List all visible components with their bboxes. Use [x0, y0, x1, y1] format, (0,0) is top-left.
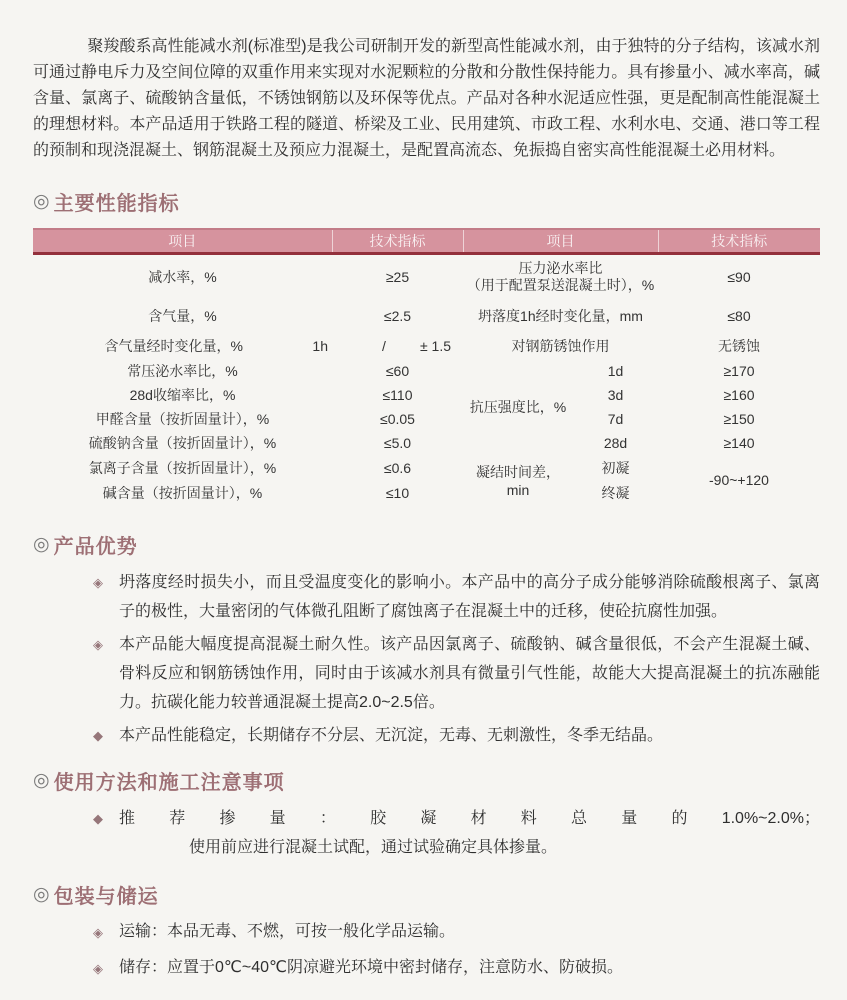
advantages-list	[33, 568, 820, 750]
item-label-setting: 凝结时间差，min	[476, 464, 560, 498]
table-row	[33, 253, 820, 299]
intro-paragraph: 聚羧酸系高性能减水剂(标准型)是我公司研制开发的新型高性能减水剂，由于独特的分子结构，该减水剂可通过静电斥力及空间位障的双重作用来实现对水泥颗粒的分散和分散性保持能力。具有掺量小、减水率高，碱含量、氯离子、硫酸钠含量低，不锈蚀钢筋以及环保等优点。产品对各种水泥适应性强，更是配制高性能混凝土的理想材料。本产品适用于铁路工程的隧道、桥梁及工业、民用建筑、市政工程、水利水电、交通、港口等工程的预制和现浇混凝土、钢筋混凝土及预应力混凝土，是配置高流态、免振捣自密实高性能混凝土必用材料。	[33, 38, 820, 159]
item-label-line1: 压力泌水率比	[518, 259, 603, 276]
table-row	[33, 299, 820, 332]
section-marker-icon: ◎	[33, 534, 51, 555]
section-title: 使用方法和施工注意事项	[53, 772, 285, 794]
table-row	[33, 359, 820, 383]
item-label-text: 含气量经时变化量，%	[104, 337, 243, 354]
item-label	[463, 253, 658, 299]
item-sub-slash: /	[382, 337, 386, 354]
list-item-text: 本产品性能稳定，长期储存不分层、无沉淀，无毒、无刺激性，冬季无结晶。	[119, 727, 664, 744]
item-value: ≥150	[723, 411, 755, 427]
header-cell-spec-left: 技术指标	[332, 229, 463, 253]
diamond-bullet-icon: ◆	[93, 811, 103, 826]
item-label: 碱含量（按折固量计），%	[102, 484, 263, 501]
packing-list	[33, 918, 820, 983]
diamond-bullet-icon: ◈	[93, 925, 103, 940]
item-label: 28d收缩率比，%	[129, 387, 236, 403]
list-item-text: 本产品能大幅度提高混凝土耐久性。该产品因氯离子、硫酸钠、碱含量很低，不会产生混凝土碱、骨料反应和钢筋锈蚀作用，同时由于该减水剂具有微量引气性能，故能大大提高混凝土的抗冻融能力。抗碳化能力较普通混凝土提高2.0~2.5倍。	[119, 636, 820, 711]
item-label: 硫酸钠含量（按折固量计），%	[88, 435, 277, 451]
item-label-strength: 抗压强度比，%	[469, 399, 567, 415]
item-value: ≥140	[723, 435, 755, 451]
section-title: 产品优势	[53, 536, 138, 558]
age-label: 1d	[607, 363, 624, 379]
section-marker-icon: ◎	[33, 770, 51, 791]
section-marker-icon: ◎	[33, 191, 51, 212]
setting-sub-label: 初凝	[601, 459, 630, 476]
diamond-bullet-icon: ◈	[93, 575, 103, 590]
setting-sub-label: 终凝	[601, 484, 630, 501]
item-value: ≥25	[385, 268, 410, 285]
item-label: 减水率，%	[148, 268, 217, 285]
section-heading-packing	[33, 880, 820, 909]
table-row	[33, 332, 820, 359]
item-value: ≥170	[723, 363, 755, 379]
table-header-row	[33, 229, 820, 253]
table-row	[33, 383, 820, 407]
list-item	[33, 954, 820, 983]
item-value-text: ± 1.5	[419, 337, 451, 354]
usage-note: 使用前应进行混凝土试配，通过试验确定具体掺量。	[189, 839, 558, 856]
item-value: ≤2.5	[383, 307, 412, 324]
diamond-bullet-icon: ◈	[93, 961, 103, 976]
item-value: ≤90	[727, 268, 751, 285]
age-label: 28d	[603, 435, 628, 451]
age-label: 7d	[607, 411, 624, 427]
item-value: ≤0.05	[380, 411, 415, 427]
item-value: ≤10	[385, 484, 410, 501]
item-label: 常压泌水率比，%	[127, 363, 238, 379]
header-cell-item-left: 项目	[33, 229, 332, 253]
item-value: ≤0.6	[383, 459, 412, 476]
list-item	[33, 630, 820, 717]
item-value: ≥160	[723, 387, 755, 403]
list-item	[33, 918, 820, 947]
table-row	[33, 407, 820, 431]
item-label: 坍落度1h经时变化量，mm	[478, 307, 643, 324]
item-sub-1h: 1h	[312, 337, 328, 354]
table-row	[33, 455, 820, 480]
section-marker-icon: ◎	[33, 884, 51, 905]
item-label: 氯离子含量（按折固量计），%	[88, 459, 277, 476]
list-item-text	[119, 804, 820, 862]
section-title: 主要性能指标	[53, 193, 180, 215]
item-value: -90~+120	[709, 472, 769, 488]
item-value: ≤5.0	[383, 435, 412, 451]
header-cell-item-right: 项目	[463, 229, 658, 253]
usage-dosage: 推荐掺量：胶凝材料总量的1.0%~2.0%；	[119, 810, 820, 827]
section-heading-usage	[33, 766, 820, 795]
item-label: 甲醛含量（按折固量计），%	[95, 411, 270, 427]
list-item	[33, 721, 820, 750]
list-item	[33, 804, 820, 862]
item-label	[33, 332, 332, 359]
item-value	[332, 332, 463, 359]
diamond-bullet-icon: ◆	[93, 728, 103, 743]
section-heading-performance	[33, 187, 820, 216]
item-value: ≤60	[385, 363, 410, 379]
usage-list	[33, 804, 820, 862]
list-item	[33, 568, 820, 626]
item-value: ≤80	[727, 307, 751, 324]
diamond-bullet-icon: ◈	[93, 637, 103, 652]
item-value: ≤110	[382, 387, 413, 403]
section-heading-advantages	[33, 530, 820, 559]
age-label: 3d	[607, 387, 624, 403]
section-title: 包装与储运	[53, 886, 159, 908]
list-item-text: 储存：应置于0℃~40℃阴凉避光环境中密封储存，注意防水、防破损。	[119, 959, 623, 976]
item-label: 含气量，%	[148, 307, 217, 324]
item-label-line2: （用于配置泵送混凝土时），%	[466, 276, 655, 293]
item-value: 无锈蚀	[718, 337, 760, 354]
table-row	[33, 431, 820, 455]
list-item-text: 运输：本品无毒、不燃，可按一般化学品运输。	[119, 923, 456, 940]
item-label: 对钢筋锈蚀作用	[511, 337, 610, 354]
performance-table	[33, 228, 820, 505]
header-cell-spec-right: 技术指标	[658, 229, 820, 253]
list-item-text: 坍落度经时损失小，而且受温度变化的影响小。本产品中的高分子成分能够消除硫酸根离子、氯离子的极性，大量密闭的气体微孔阻断了腐蚀离子在混凝土中的迁移，使砼抗腐性加强。	[119, 574, 820, 620]
